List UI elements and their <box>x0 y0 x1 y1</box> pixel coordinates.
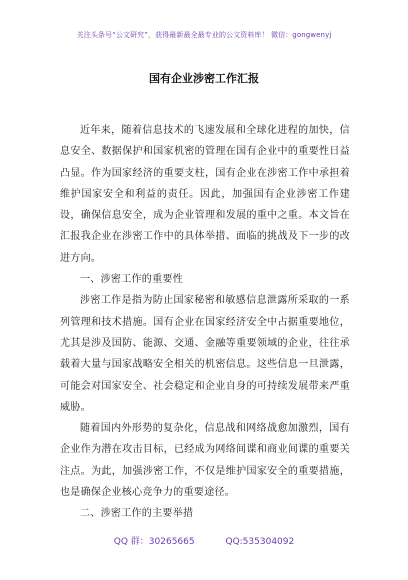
document-title: 国有企业涉密工作汇报 <box>149 72 259 85</box>
footer-qq-group: QQ 群：30265665 <box>113 537 195 547</box>
header-banner: 关注头条号“公文研究”，获得最新最全最专业的公文资料库！ 微信：gongwenyj <box>76 31 332 39</box>
paragraph-situation: 随着国内外形势的复杂化，信息战和网络战愈加激烈，国有企业作为潜在攻击目标，已经成为网络间谍和商业间谍的重要关注点。为此，加强涉密工作，不仅是维护国家安全的重要措施，也是确保企业核心竞争力的重要途径。 <box>60 423 350 499</box>
paragraph-intro: 近年来，随着信息技术的飞速发展和全球化进程的加快，信息安全、数据保护和国家机密的管理在国有企业中的重要性日益凸显。作为国家经济的重要支柱，国有企业在涉密工作中承担着维护国家安全和利益的责任。因此，加强国有企业涉密工作建设，确保信息安全，成为企业管理和发展的重中之重。本文旨在汇报我企业在涉密工作中的具体举措、面临的挑战及下一步的改进方向。 <box>60 125 350 264</box>
paragraph-importance: 涉密工作是指为防止国家秘密和敏感信息泄露所采取的一系列管理和技术措施。国有企业在国家经济安全中占据重要地位，尤其是涉及国防、能源、交通、金融等重要领域的企业，往往承载着大量与国家战略安全相关的机密信息。这些信息一旦泄露，可能会对国家安全、社会稳定和企业自身的可持续发展带来严重威胁。 <box>60 295 350 413</box>
section-heading-1: 一、涉密工作的重要性 <box>80 274 183 286</box>
document-body <box>60 120 350 525</box>
section-heading-2: 二、涉密工作的主要举措 <box>80 508 194 520</box>
footer-contact <box>0 534 408 547</box>
footer-qq: QQ:535304092 <box>225 537 295 547</box>
